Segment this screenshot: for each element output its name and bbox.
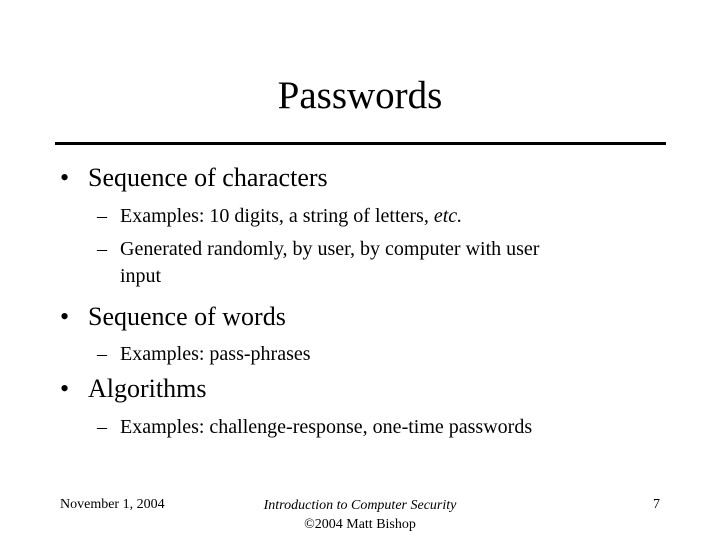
sub-bullet-italic-text: etc. — [433, 205, 463, 227]
bullet-glyph: • — [60, 163, 70, 192]
sub-bullet-item — [97, 340, 311, 368]
page-number: 7 — [653, 497, 660, 512]
bullet-item — [60, 374, 206, 404]
footer-course: Introduction to Computer Security — [263, 498, 457, 513]
bullet-glyph: • — [60, 374, 70, 403]
dash-glyph: – — [97, 416, 107, 438]
sub-bullet-continuation: input — [120, 265, 162, 287]
footer-date: November 1, 2004 — [60, 497, 165, 512]
footer-copyright: ©2004 Matt Bishop — [304, 517, 416, 532]
bullet-text: Sequence of words — [88, 302, 286, 331]
sub-bullet-text: Examples: challenge-response, one-time passwords — [120, 416, 533, 438]
bullet-text: Sequence of characters — [88, 163, 328, 192]
slide-title: Passwords — [277, 74, 443, 117]
sub-bullet-item — [97, 202, 462, 230]
sub-bullet-item — [97, 235, 539, 263]
dash-glyph: – — [97, 205, 107, 227]
dash-glyph: – — [97, 238, 107, 260]
bullet-item — [60, 302, 286, 332]
bullet-item — [60, 163, 328, 193]
footer-center — [220, 496, 500, 534]
bullet-glyph: • — [60, 302, 70, 331]
dash-glyph: – — [97, 343, 107, 365]
sub-bullet-text: Examples: 10 digits, a string of letters, — [120, 205, 434, 227]
sub-bullet-item — [97, 413, 532, 441]
sub-bullet-text: Generated randomly, by user, by computer with user — [120, 238, 540, 260]
bullet-text: Algorithms — [88, 374, 207, 403]
sub-bullet-text: Examples: pass-phrases — [120, 343, 311, 365]
